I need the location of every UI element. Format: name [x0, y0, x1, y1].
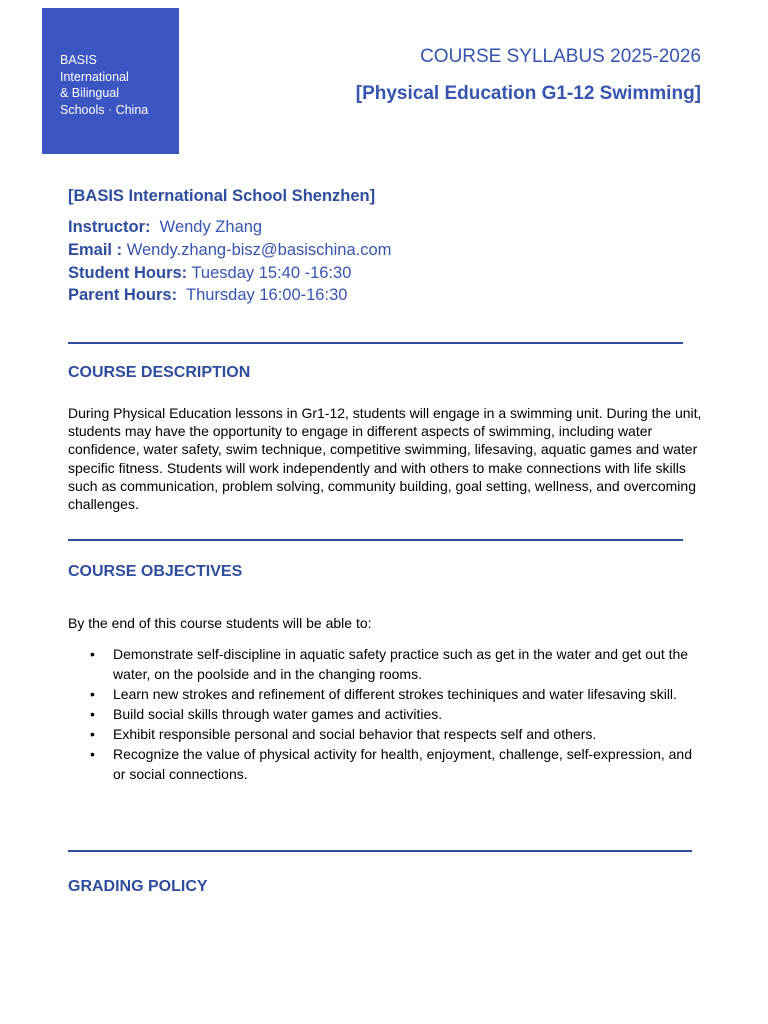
school-name: [BASIS International School Shenzhen] [68, 187, 376, 205]
email-line [68, 241, 391, 260]
logo-text-line-1: BASIS [60, 53, 97, 67]
bullet-icon: • [90, 726, 95, 742]
list-item [90, 744, 700, 784]
student-hours-label: Student Hours: [68, 264, 188, 282]
bullet-icon: • [90, 706, 95, 722]
parent-hours-line [68, 286, 347, 305]
course-subtitle: [Physical Education G1-12 Swimming] [355, 83, 701, 104]
logo-text-line-3: & Bilingual [60, 86, 120, 100]
objective-text: Build social skills through water games and activities. [113, 706, 443, 722]
bullet-icon: • [90, 686, 95, 702]
student-hours-value: Tuesday 15:40 -16:30 [191, 264, 352, 282]
logo-text-line-4: Schools · China [60, 102, 149, 117]
list-item [90, 644, 700, 684]
list-item [90, 684, 700, 704]
logo-text-line-2: International [60, 69, 129, 84]
syllabus-title: COURSE SYLLABUS 2025-2026 [420, 46, 701, 67]
objectives-intro: By the end of this course students will be able to: [68, 615, 372, 631]
parent-hours-value: Thursday 16:00-16:30 [185, 286, 348, 304]
instructor-line [68, 218, 262, 237]
email-address[interactable]: Wendy.zhang-bisz@basischina.com [126, 241, 392, 259]
course-description-text: During Physical Education lessons in Gr1-12, students will engage in a swimming unit. During the unit, students may have the opportunity to engage in different aspects of swimming, including water confidence, water safety, swim technique, competitive swimming, lifesaving, aquatic games and water specific fitness. Students will work independently and with others to make connections with life skills such as communication, problem solving, community building, goal setting, wellness, and overcoming challenges. [68, 405, 702, 513]
parent-hours-label: Parent Hours: [68, 286, 178, 304]
bullet-icon: • [90, 746, 95, 762]
instructor-label: Instructor: [68, 218, 151, 236]
objective-text: Exhibit responsible personal and social behavior that respects self and others. [113, 726, 597, 742]
section-divider-3 [68, 850, 692, 852]
section-divider-2 [68, 539, 683, 541]
objective-text: Demonstrate self-discipline in aquatic safety practice such as get in the water and get out the water, on the poolside and in the changing rooms. [113, 646, 689, 682]
email-label: Email : [68, 241, 123, 259]
objectives-list [90, 644, 700, 784]
list-item [90, 704, 700, 724]
instructor-name: Wendy Zhang [159, 218, 263, 236]
school-logo [42, 8, 179, 154]
objective-text: Learn new strokes and refinement of different strokes techiniques and water lifesaving skill. [113, 686, 677, 702]
grading-policy-heading: GRADING POLICY [68, 878, 208, 895]
objective-text: Recognize the value of physical activity for health, enjoyment, challenge, self-expression, and or social connections. [113, 746, 692, 782]
student-hours-line [68, 264, 351, 283]
list-item [90, 724, 700, 744]
section-divider-1 [68, 342, 683, 344]
course-description-heading: COURSE DESCRIPTION [68, 364, 251, 381]
course-objectives-heading: COURSE OBJECTIVES [68, 563, 243, 580]
bullet-icon: • [90, 646, 95, 662]
